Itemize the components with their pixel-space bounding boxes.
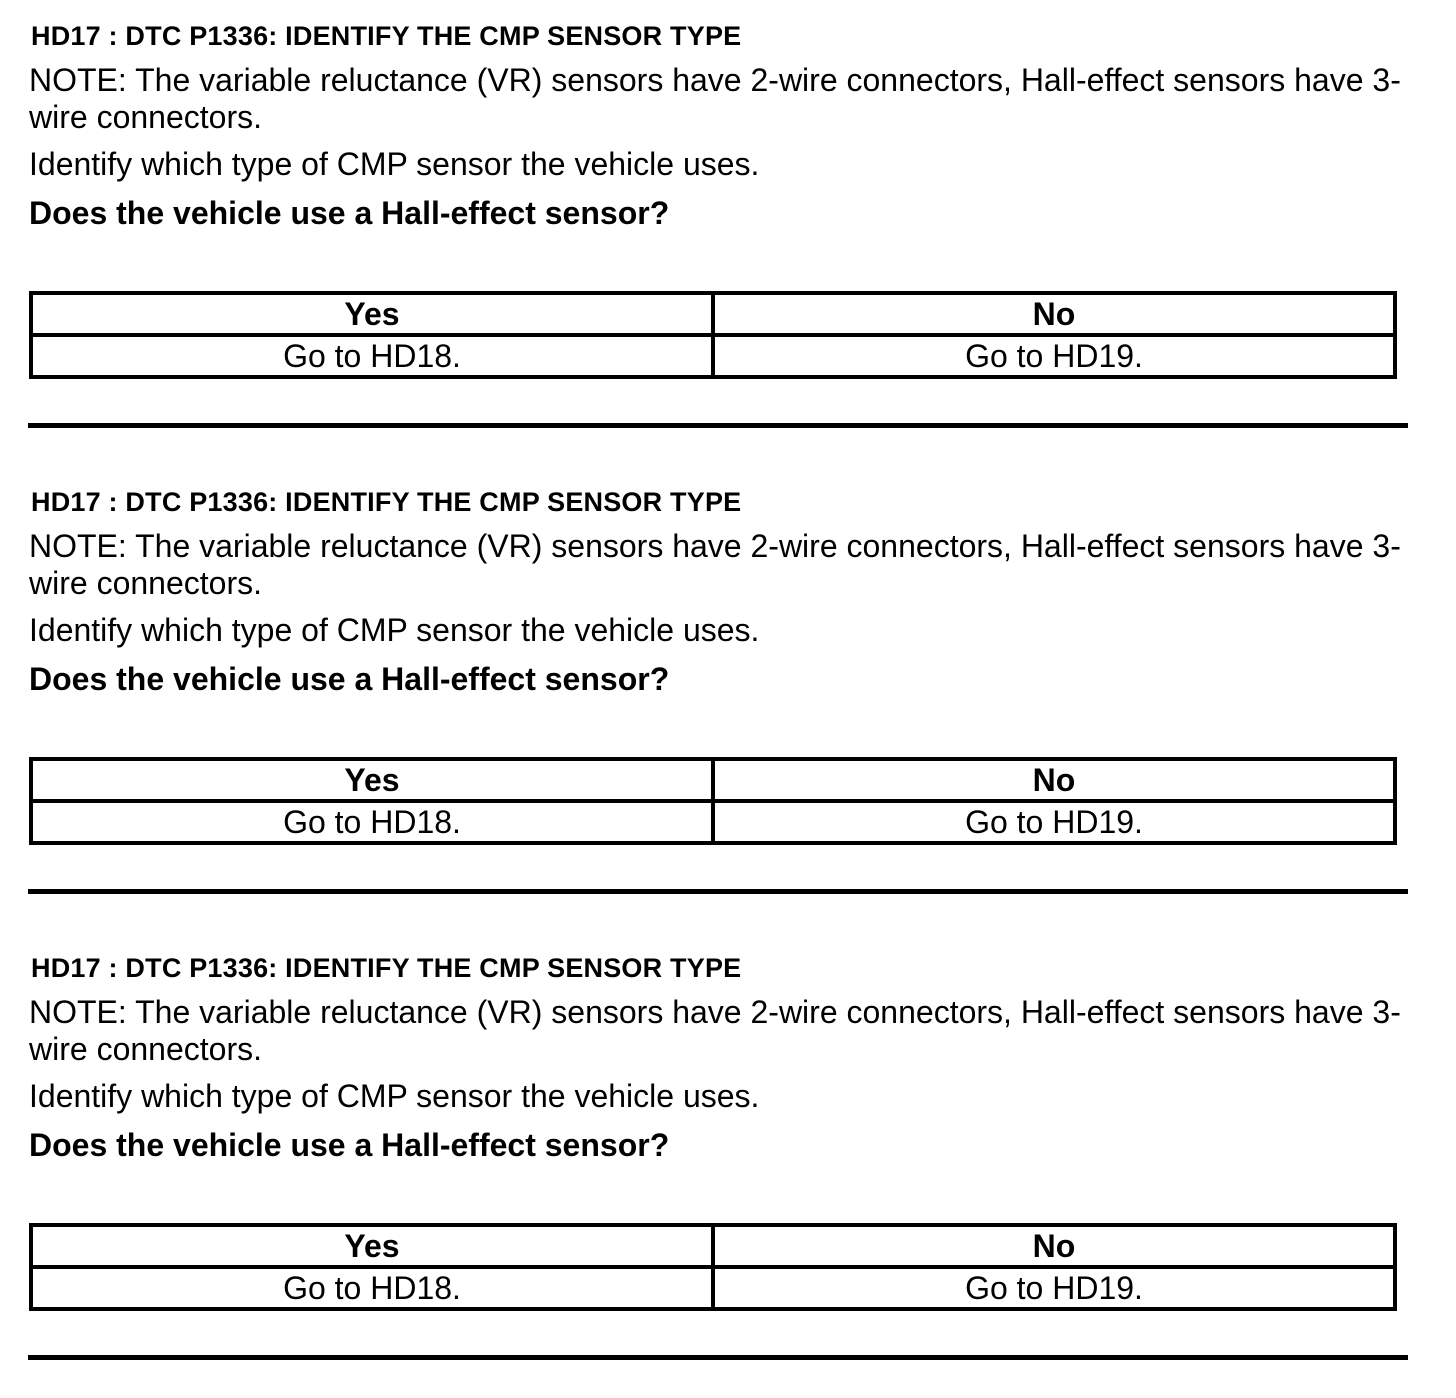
step-question: Does the vehicle use a Hall-effect sensor? (29, 195, 670, 231)
answer-action-yes: Go to HD18. (31, 335, 713, 377)
answer-action-yes: Go to HD18. (31, 1267, 713, 1309)
section-divider (28, 889, 1408, 894)
step-title: HD17 : DTC P1336: IDENTIFY THE CMP SENSOR TYPE (31, 953, 742, 983)
answer-action-no: Go to HD19. (713, 1267, 1395, 1309)
answer-header-row (31, 1225, 1395, 1267)
answer-header-no: No (713, 293, 1395, 335)
answer-header-row (31, 293, 1395, 335)
answer-table (29, 1223, 1397, 1311)
answer-action-row (31, 335, 1395, 377)
step-question: Does the vehicle use a Hall-effect sensor? (29, 661, 670, 697)
answer-header-yes: Yes (31, 1225, 713, 1267)
answer-action-no: Go to HD19. (713, 801, 1395, 843)
step-note: NOTE: The variable reluctance (VR) sensors have 2-wire connectors, Hall-effect sensors have 3-wire connectors. (29, 528, 1401, 601)
section-divider (28, 1355, 1408, 1360)
answer-header-yes: Yes (31, 759, 713, 801)
step-instruction: Identify which type of CMP sensor the vehicle uses. (29, 146, 760, 182)
diagnostic-step-1 (0, 0, 1456, 466)
step-note: NOTE: The variable reluctance (VR) sensors have 2-wire connectors, Hall-effect sensors have 3-wire connectors. (29, 994, 1401, 1067)
step-title: HD17 : DTC P1336: IDENTIFY THE CMP SENSOR TYPE (31, 487, 742, 517)
diagnostic-step-2 (0, 466, 1456, 932)
answer-table (29, 757, 1397, 845)
answer-table (29, 291, 1397, 379)
answer-header-yes: Yes (31, 293, 713, 335)
section-divider (28, 423, 1408, 428)
answer-header-row (31, 759, 1395, 801)
answer-action-yes: Go to HD18. (31, 801, 713, 843)
diagnostic-step-3 (0, 932, 1456, 1398)
step-note: NOTE: The variable reluctance (VR) sensors have 2-wire connectors, Hall-effect sensors have 3-wire connectors. (29, 62, 1401, 135)
answer-action-row (31, 1267, 1395, 1309)
step-instruction: Identify which type of CMP sensor the vehicle uses. (29, 1078, 760, 1114)
answer-action-row (31, 801, 1395, 843)
step-title: HD17 : DTC P1336: IDENTIFY THE CMP SENSOR TYPE (31, 21, 742, 51)
step-instruction: Identify which type of CMP sensor the vehicle uses. (29, 612, 760, 648)
answer-action-no: Go to HD19. (713, 335, 1395, 377)
answer-header-no: No (713, 1225, 1395, 1267)
answer-header-no: No (713, 759, 1395, 801)
step-question: Does the vehicle use a Hall-effect sensor? (29, 1127, 670, 1163)
